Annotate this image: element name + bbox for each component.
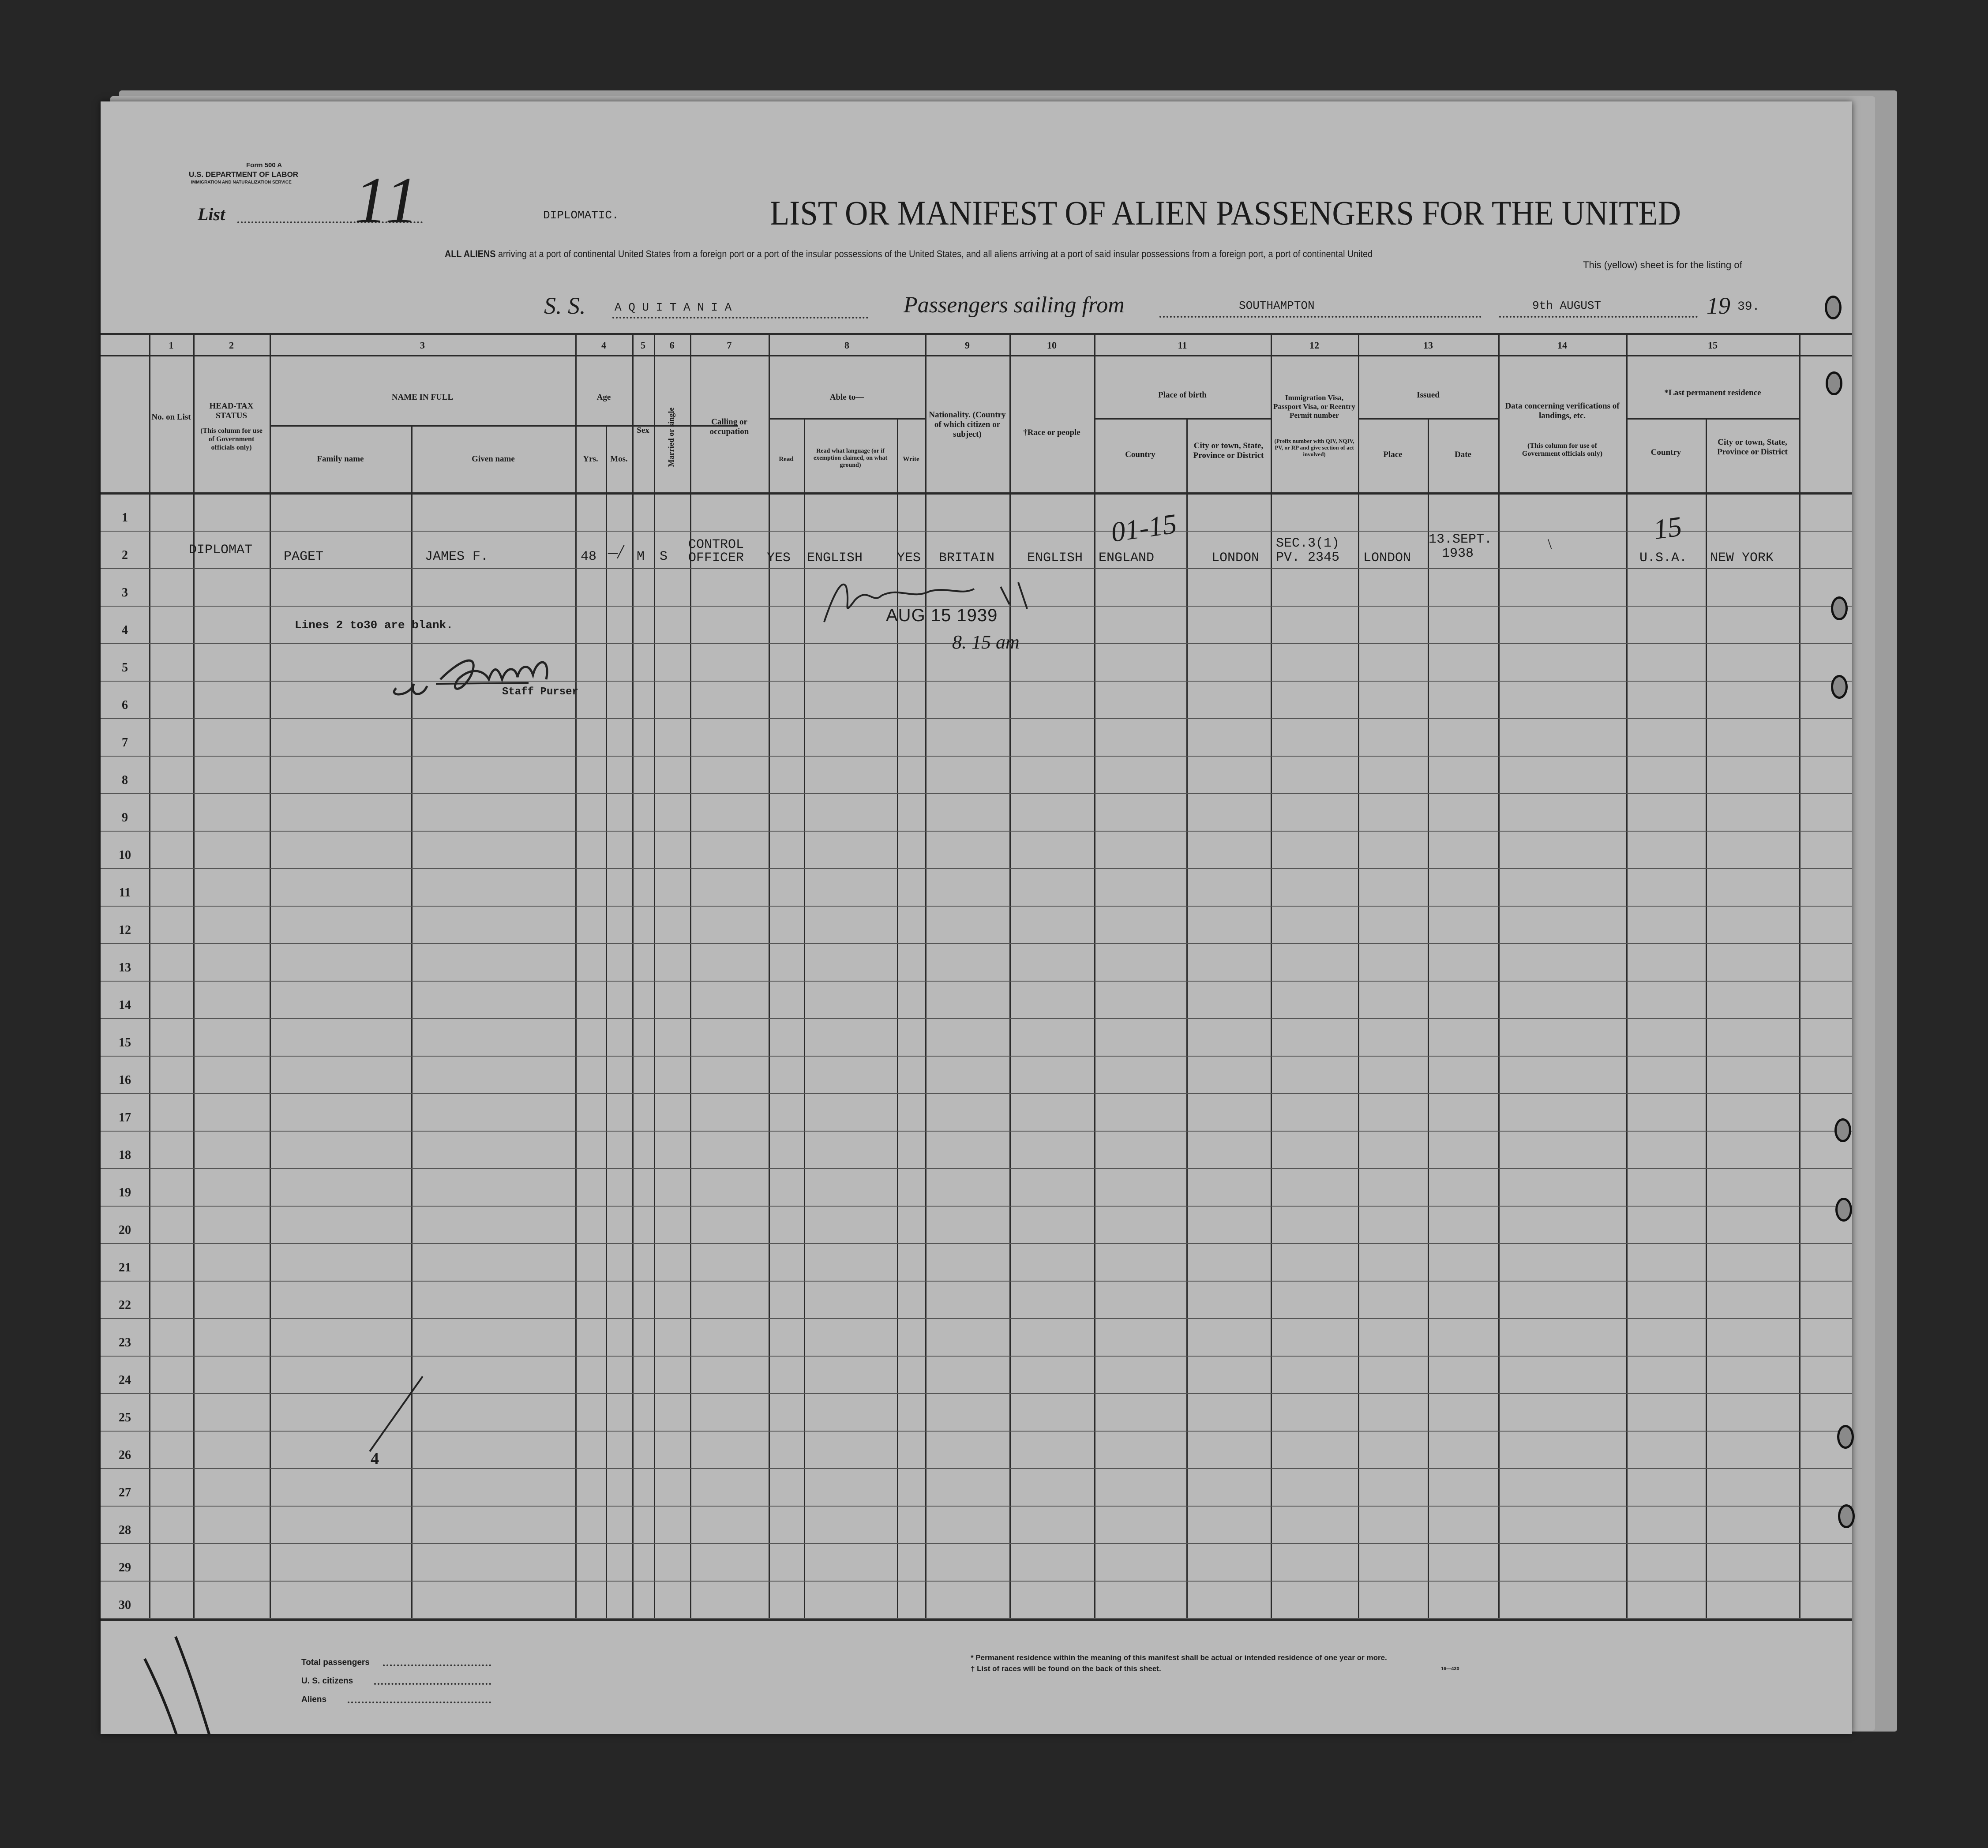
header-no-on-list: No. on List (151, 412, 191, 422)
entry-given-name: JAMES F. (425, 549, 489, 564)
entry-head-tax: DIPLOMAT (189, 543, 253, 558)
col-line-17 (1271, 334, 1272, 1618)
header-issued-place: Place (1383, 450, 1403, 459)
header-read: Read (779, 456, 794, 463)
entry-write: YES (897, 551, 921, 566)
col-line-21 (1626, 334, 1628, 1618)
blank-lines-note: Lines 2 to30 are blank. (295, 618, 453, 632)
header-visa: Immigration Visa, Passport Visa, or Reentry Permit number (1273, 394, 1355, 420)
header-birth-city: City or town, State, Province or District (1193, 441, 1264, 460)
col-number-5: 5 (641, 340, 645, 351)
entry-marital: S (660, 549, 668, 564)
row-rule (101, 1243, 1852, 1244)
row-number: 28 (119, 1523, 131, 1537)
header-last-residence: *Last permanent residence (1664, 388, 1761, 397)
footer-citizens-line (374, 1683, 491, 1685)
row-rule (101, 831, 1852, 832)
row-number: 20 (119, 1223, 131, 1237)
footer-note-residence: * Permanent residence within the meaning of this manifest shall be actual or intended residence of one year or more. (971, 1653, 1387, 1662)
entry-language: ENGLISH (807, 551, 863, 566)
punch-hole-8 (1838, 1504, 1855, 1528)
row-number: 3 (122, 586, 128, 600)
header-calling: Calling or occupation (709, 417, 749, 436)
footer-us-citizens: U. S. citizens (301, 1676, 353, 1686)
row-number: 22 (119, 1298, 131, 1312)
row-number: 14 (119, 998, 131, 1012)
col-number-15: 15 (1708, 340, 1718, 351)
header-able-to: Able to— (829, 393, 864, 402)
row-number: 23 (119, 1336, 131, 1349)
handwritten-mark-verification: \ (1548, 536, 1552, 552)
col-number-1: 1 (169, 340, 174, 351)
entry-issued-date-2: 1938 (1442, 546, 1474, 561)
entry-age-yrs: 48 (581, 549, 597, 564)
col-number-2: 2 (229, 340, 234, 351)
row-rule (101, 1056, 1852, 1057)
col-line-13 (925, 334, 926, 1618)
handwritten-small: 4 (371, 1450, 379, 1468)
entry-occupation-2: OFFICER (688, 551, 744, 566)
entry-issued-date-1: 13.SEPT. (1429, 532, 1493, 547)
col-number-14: 14 (1557, 340, 1567, 351)
col-number-4: 4 (601, 340, 606, 351)
punch-hole-3 (1831, 596, 1848, 620)
header-res-city: City or town, State, Province or District (1717, 438, 1788, 457)
row-rule (101, 1468, 1852, 1469)
row-number: 6 (122, 698, 128, 712)
col-number-7: 7 (727, 340, 732, 351)
row-number: 8 (122, 773, 128, 787)
col-number-13: 13 (1423, 340, 1433, 351)
entry-family-name: PAGET (284, 549, 324, 564)
row-rule (101, 1506, 1852, 1507)
punch-hole-2 (1826, 371, 1842, 395)
row-number: 9 (122, 811, 128, 825)
column-number-rule (101, 355, 1852, 356)
col-number-10: 10 (1047, 340, 1057, 351)
header-write: Write (903, 456, 919, 463)
handwritten-mark-2: 15 (1651, 510, 1684, 546)
sailing-date-line (1499, 316, 1698, 318)
header-birth-country: Country (1125, 450, 1155, 459)
year-prefix: 19 (1707, 292, 1730, 319)
row-number: 29 (119, 1561, 131, 1574)
row-rule (101, 1093, 1852, 1094)
entry-res-country: U.S.A. (1639, 551, 1688, 566)
entry-visa-1: SEC.3(1) (1276, 536, 1340, 551)
row-rule (101, 1318, 1852, 1319)
ship-name-line (612, 317, 868, 319)
manifest-title: LIST OR MANIFEST OF ALIEN PASSENGERS FOR THE UNITED (770, 194, 1681, 232)
row-rule (101, 681, 1852, 682)
instruction-line-1 (445, 248, 1373, 260)
punch-hole-1 (1825, 296, 1842, 319)
sailing-port: SOUTHAMPTON (1239, 299, 1315, 312)
sailing-port-line (1159, 316, 1482, 318)
header-head-tax-note: (This column for use of Government officials only) (200, 427, 263, 451)
row-rule (101, 1356, 1852, 1357)
inspection-date-stamp: AUG 15 1939 (886, 606, 998, 625)
col-line-5 (575, 334, 577, 1618)
slash-1 (145, 1659, 184, 1734)
signature-stroke-1 (394, 684, 427, 694)
col-line-6 (606, 425, 607, 1618)
header-sex: Sex (637, 426, 649, 435)
entry-visa-2: PV. 2345 (1276, 550, 1340, 565)
header-verification: Data concerning verifications of landings, etc. (1505, 401, 1620, 420)
row-number: 7 (122, 736, 128, 750)
residence-subheader-rule (1626, 418, 1799, 420)
manifest-sheet (101, 101, 1852, 1734)
signature-stroke-2 (440, 660, 547, 689)
col-line-14 (1009, 334, 1011, 1618)
header-issued: Issued (1417, 390, 1440, 400)
footer-total-line (383, 1664, 491, 1666)
header-family-name: Family name (317, 454, 364, 464)
row-number: 2 (122, 548, 128, 562)
header-nationality: Nationality. (Country of which citizen or subject) (929, 410, 1006, 439)
col-number-11: 11 (1178, 340, 1187, 351)
col-number-12: 12 (1309, 340, 1319, 351)
list-label: List (198, 204, 225, 224)
col-line-1 (149, 334, 150, 1618)
row-number: 16 (119, 1073, 131, 1087)
row-number: 30 (119, 1598, 131, 1612)
header-race: †Race or people (1023, 428, 1080, 437)
row-rule (101, 943, 1852, 944)
row-rule (101, 531, 1852, 532)
punch-hole-7 (1837, 1425, 1854, 1449)
row-rule (101, 1168, 1852, 1169)
row-rule (101, 1018, 1852, 1019)
header-age: Age (596, 393, 611, 402)
slash-2 (176, 1637, 220, 1734)
row-number: 25 (119, 1411, 131, 1424)
header-head-tax: HEAD-TAX STATUS (209, 401, 254, 420)
row-number: 12 (119, 923, 131, 937)
row-number: 24 (119, 1373, 131, 1387)
sailing-label: Passengers sailing from (904, 292, 1125, 318)
row-number: 21 (119, 1261, 131, 1274)
ship-prefix: S. S. (544, 292, 586, 319)
col-line-20 (1498, 334, 1500, 1618)
department-label: U.S. DEPARTMENT OF LABOR (189, 170, 299, 179)
entry-occupation-1: CONTROL (688, 537, 744, 552)
col-line-9 (690, 334, 691, 1618)
ship-name: A Q U I T A N I A (615, 301, 732, 314)
row-number: 27 (119, 1486, 131, 1499)
instruction-line-2: This (yellow) sheet is for the listing of (1583, 259, 1742, 270)
row-rule (101, 906, 1852, 907)
header-visa-note: (Prefix number with QIV, NQIV, PV, or RP and give section of act involved) (1274, 438, 1354, 457)
col-line-23 (1799, 334, 1800, 1618)
header-verification-note: (This column for use of Government officials only) (1522, 442, 1603, 457)
tick-stroke (370, 1376, 423, 1451)
row-number: 5 (122, 661, 128, 675)
header-res-country: Country (1650, 448, 1681, 457)
punch-hole-5 (1834, 1118, 1851, 1142)
able-subheader-rule (769, 418, 925, 420)
instruction-all-aliens: ALL ALIENS (445, 248, 496, 259)
footer-form-code: 16—430 (1441, 1666, 1459, 1672)
footer-aliens: Aliens (301, 1695, 327, 1704)
row-number: 13 (119, 961, 131, 975)
row-rule (101, 756, 1852, 757)
header-name-in-full: NAME IN FULL (391, 393, 454, 402)
header-age-yrs: Yrs. (583, 454, 598, 464)
header-place-of-birth: Place of birth (1158, 390, 1207, 400)
col-number-8: 8 (844, 340, 849, 351)
row-number: 26 (119, 1448, 131, 1462)
row-rule (101, 1581, 1852, 1582)
row-number: 17 (119, 1111, 131, 1125)
row-number: 11 (119, 886, 131, 900)
signature-title: Staff Purser (502, 686, 578, 698)
row-number: 18 (119, 1148, 131, 1162)
header-given-name: Given name (472, 454, 515, 464)
row-number: 4 (122, 623, 128, 637)
col-line-7 (632, 334, 634, 1618)
punch-hole-4 (1831, 675, 1848, 699)
entry-issued-place: LONDON (1363, 551, 1411, 566)
handwritten-age-mark: –/ (608, 541, 623, 562)
col-line-10 (769, 334, 770, 1618)
row-number: 10 (119, 848, 131, 862)
entry-nationality: BRITAIN (939, 551, 995, 566)
row-rule (101, 981, 1852, 982)
header-issued-date: Date (1455, 450, 1471, 459)
row-number: 15 (119, 1036, 131, 1050)
entry-race: ENGLISH (1027, 551, 1083, 566)
class-stamp: DIPLOMATIC. (543, 209, 619, 222)
footer-aliens-line (348, 1702, 491, 1703)
row-rule (101, 1281, 1852, 1282)
line-26-tick (361, 1372, 427, 1460)
row-number: 19 (119, 1186, 131, 1200)
row-rule (101, 793, 1852, 794)
col-number-9: 9 (965, 340, 970, 351)
punch-hole-6 (1835, 1198, 1852, 1222)
row-rule (101, 868, 1852, 869)
col-line-2 (193, 334, 195, 1618)
col-line-3 (270, 334, 271, 1618)
list-number: 11 (354, 164, 421, 237)
age-subheader-rule (575, 425, 606, 427)
col-line-15 (1094, 334, 1095, 1618)
row-number: 1 (122, 511, 128, 525)
col-number-3: 3 (420, 340, 425, 351)
service-label: IMMIGRATION AND NATURALIZATION SERVICE (191, 180, 292, 185)
col-number-6: 6 (669, 340, 675, 351)
row-rule (101, 1618, 1852, 1619)
row-rule (101, 1131, 1852, 1132)
entry-sex: M (637, 549, 645, 564)
footer-slash-marks (136, 1628, 251, 1734)
table-top-rule (101, 333, 1852, 335)
sailing-date: 9th AUGUST (1532, 299, 1602, 312)
entry-birth-city: LONDON (1212, 551, 1260, 566)
entry-birth-country: ENGLAND (1099, 551, 1155, 566)
header-bottom-rule (101, 492, 1852, 495)
purser-signature (383, 631, 604, 710)
row-rule (101, 718, 1852, 719)
header-age-mos: Mos. (610, 454, 628, 464)
row-rule (101, 1543, 1852, 1544)
instruction-text-1: arriving at a port of continental United States from a foreign port or a port of the insular possessions of the United States, and all aliens arriving at a port of said insular possessions from a foreign port, a port of continental United (498, 248, 1373, 259)
inspection-time: 8. 15 am (952, 631, 1020, 653)
birth-subheader-rule (1094, 418, 1271, 420)
header-married: Married or single (667, 407, 675, 467)
form-number: Form 500 A (246, 161, 282, 169)
entry-res-city: NEW YORK (1710, 551, 1774, 566)
col-line-18 (1358, 334, 1359, 1618)
handwritten-mark-1: 01-15 (1109, 507, 1179, 548)
header-read-language: Read what language (or if exemption claimed, on what ground) (813, 448, 888, 469)
col-line-8 (654, 334, 655, 1618)
row-rule (101, 1206, 1852, 1207)
footer-total-passengers: Total passengers (301, 1658, 370, 1667)
footer-note-races: † List of races will be found on the back of this sheet. (971, 1664, 1161, 1673)
year-suffix: 39. (1737, 300, 1760, 314)
entry-read: YES (767, 551, 791, 566)
signature-stroke-3 (436, 683, 529, 684)
